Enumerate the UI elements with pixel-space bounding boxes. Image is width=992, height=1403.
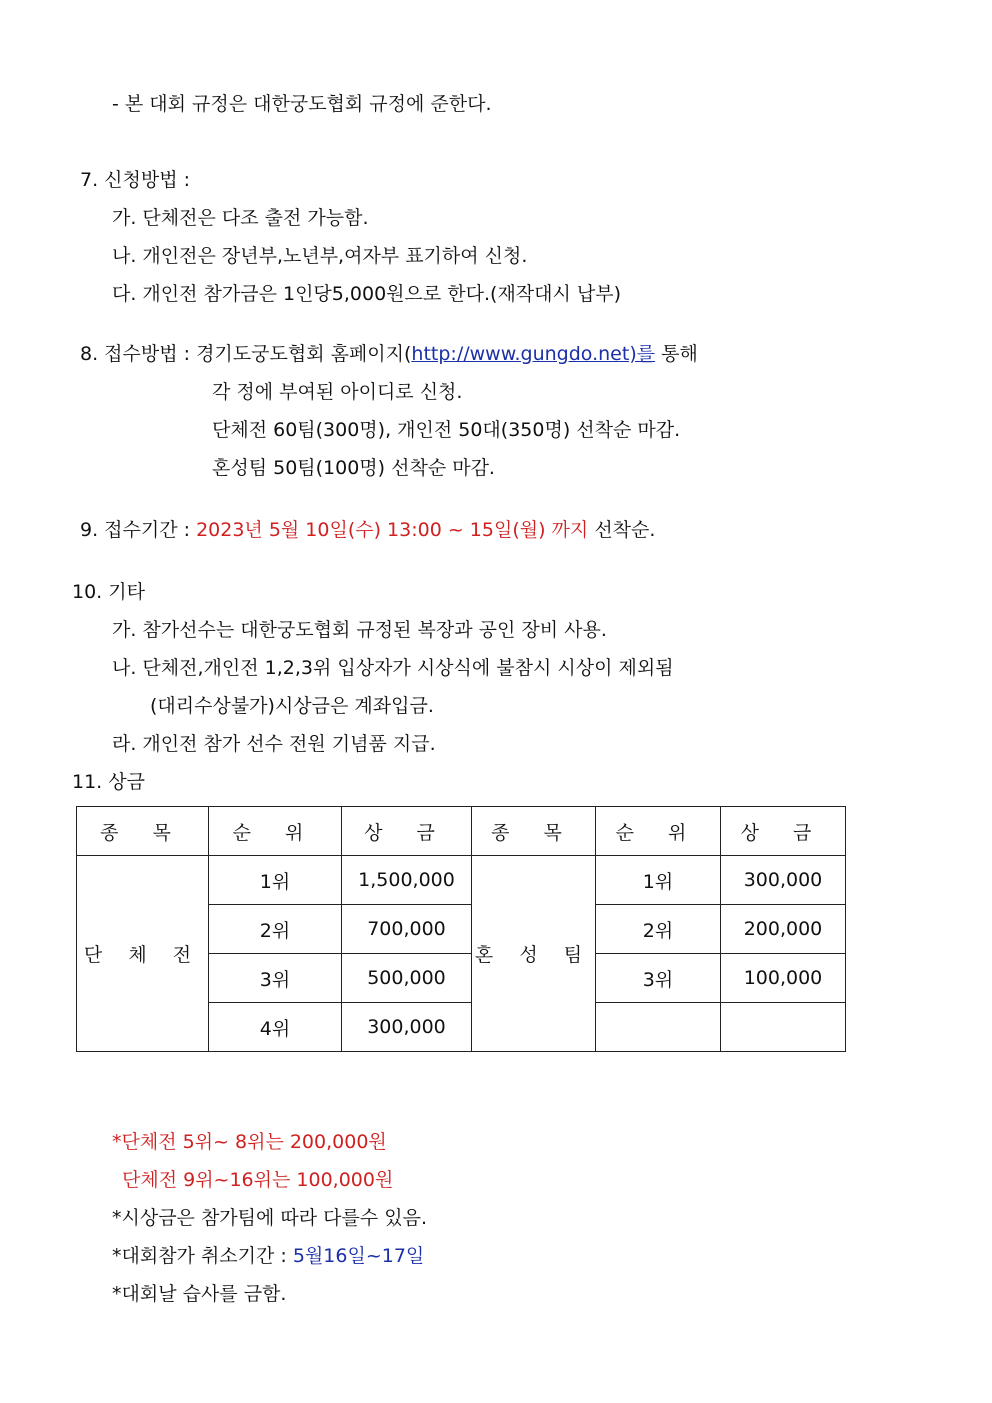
team-prize: 700,000 — [342, 905, 472, 954]
reception-period: 2023년 5월 10일(수) 13:00 ~ 15일(월) 까지 — [196, 519, 589, 541]
header-event-1: 종 목 — [77, 807, 209, 856]
section9-suffix: 선착순. — [588, 519, 656, 541]
note-no-smoking: *대회날 습사를 금함. — [112, 1283, 287, 1305]
mixed-rank: 1위 — [596, 856, 721, 905]
section8-line-1: 각 정에 부여된 아이디로 신청. — [212, 381, 463, 403]
section9 — [80, 518, 655, 542]
header-rank-1: 순 위 — [209, 807, 342, 856]
mixed-prize-empty — [721, 1003, 846, 1052]
section10-item-2: 나. 단체전,개인전 1,2,3위 입상자가 시상식에 불참시 시상이 제외됨 — [112, 657, 674, 679]
section8-line-3: 혼성팀 50팀(100명) 선착순 마감. — [212, 457, 495, 479]
section8-title — [80, 342, 698, 366]
section7-item-2: 나. 개인전은 장년부,노년부,여자부 표기하여 신청. — [112, 245, 528, 267]
homepage-link[interactable]: http://www.gungdo.net)를 — [411, 343, 656, 365]
prize-table — [76, 806, 846, 1052]
team-event-name: 단 체 전 — [77, 856, 209, 1052]
mixed-rank-empty — [596, 1003, 721, 1052]
mixed-event-name: 혼 성 팀 — [472, 856, 596, 1052]
section7-item-1: 가. 단체전은 다조 출전 가능함. — [112, 207, 369, 229]
mixed-prize: 100,000 — [721, 954, 846, 1003]
section8-suffix: 통해 — [655, 343, 698, 365]
section7-title: 7. 신청방법 : — [80, 169, 191, 191]
note-team-9-16: 단체전 9위~16위는 100,000원 — [122, 1169, 394, 1191]
mixed-prize: 300,000 — [721, 856, 846, 905]
team-rank: 2위 — [209, 905, 342, 954]
rule-note: - 본 대회 규정은 대한궁도협회 규정에 준한다. — [112, 93, 492, 115]
team-rank: 3위 — [209, 954, 342, 1003]
cancel-period: 5월16일~17일 — [292, 1245, 425, 1267]
mixed-prize: 200,000 — [721, 905, 846, 954]
section11-title: 11. 상금 — [72, 771, 145, 793]
team-prize: 300,000 — [342, 1003, 472, 1052]
table-row — [77, 856, 846, 905]
section7-item-3: 다. 개인전 참가금은 1인당5,000원으로 한다.(재작대시 납부) — [112, 283, 622, 305]
team-rank: 1위 — [209, 856, 342, 905]
prize-table-header — [77, 807, 846, 856]
section10-item-3: 라. 개인전 참가 선수 전원 기념품 지급. — [112, 733, 436, 755]
note-variable: *시상금은 참가팀에 따라 다를수 있음. — [112, 1207, 428, 1229]
note-cancel-prefix: *대회참가 취소기간 : — [112, 1245, 293, 1267]
header-event-2: 종 목 — [472, 807, 596, 856]
section10-item-1: 가. 참가선수는 대한궁도협회 규정된 복장과 공인 장비 사용. — [112, 619, 607, 641]
header-prize-1: 상 금 — [342, 807, 472, 856]
mixed-rank: 2위 — [596, 905, 721, 954]
section9-prefix: 9. 접수기간 : — [80, 519, 197, 541]
section8-prefix: 8. 접수방법 : 경기도궁도협회 홈페이지( — [80, 343, 412, 365]
note-team-5-8: *단체전 5위~ 8위는 200,000원 — [112, 1131, 387, 1153]
section10-item-2-cont: (대리수상불가)시상금은 계좌입금. — [150, 695, 434, 717]
header-prize-2: 상 금 — [721, 807, 846, 856]
team-prize: 1,500,000 — [342, 856, 472, 905]
team-prize: 500,000 — [342, 954, 472, 1003]
section8-line-2: 단체전 60팀(300명), 개인전 50대(350명) 선착순 마감. — [212, 419, 681, 441]
note-cancel — [112, 1244, 424, 1268]
mixed-rank: 3위 — [596, 954, 721, 1003]
section10-title: 10. 기타 — [72, 581, 145, 603]
header-rank-2: 순 위 — [596, 807, 721, 856]
team-rank: 4위 — [209, 1003, 342, 1052]
